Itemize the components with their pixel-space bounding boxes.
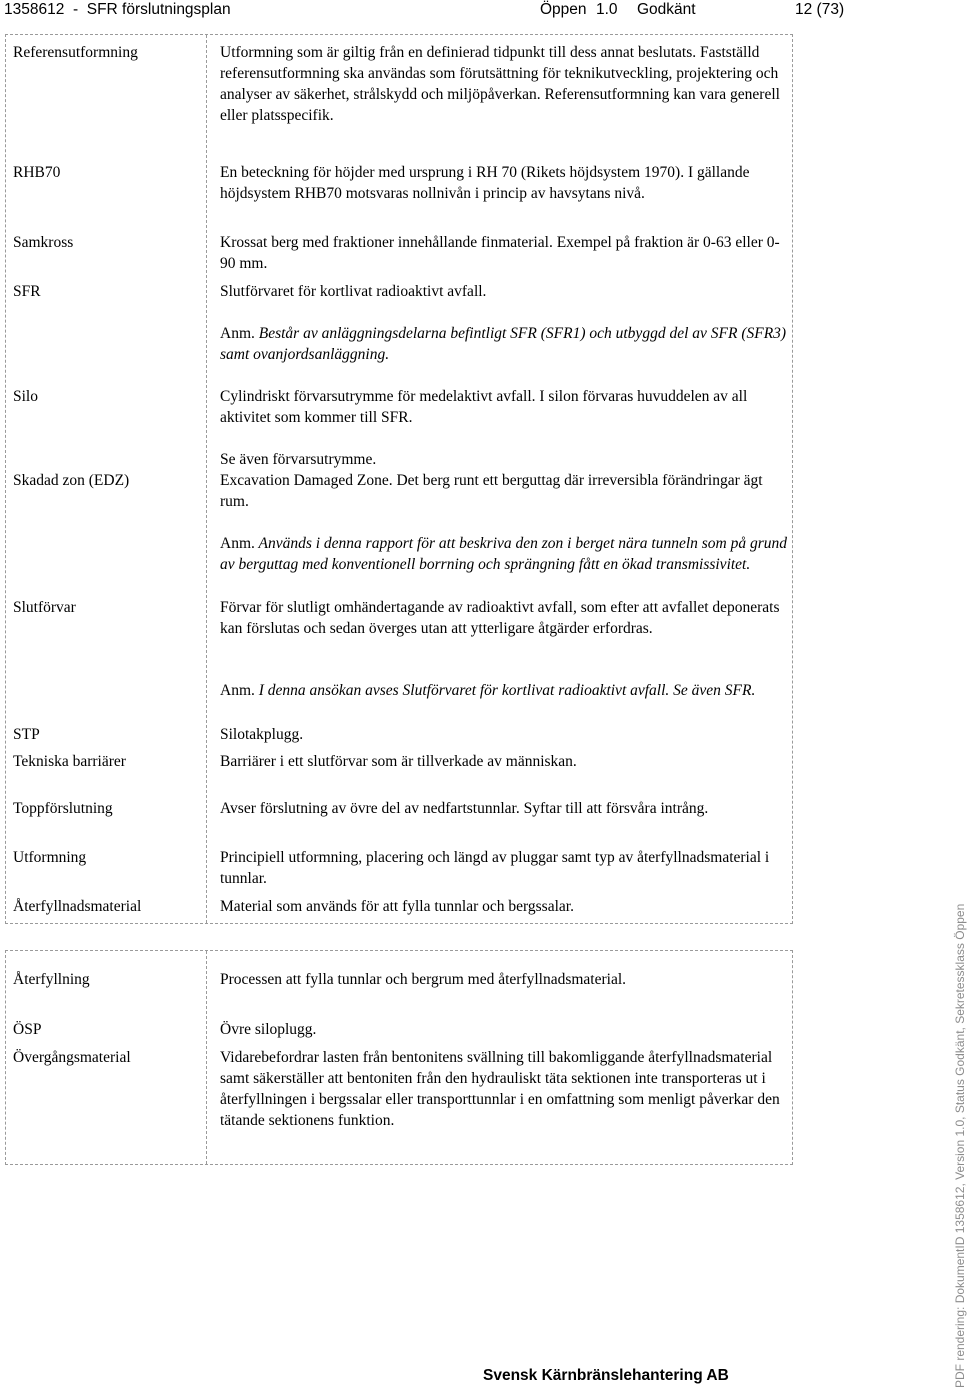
term-osp: ÖSP <box>13 1021 42 1038</box>
term-stp: STP <box>13 726 40 743</box>
note-label: Anm. <box>220 535 255 552</box>
document-id: 1358612 <box>4 1 65 18</box>
definition-see-also: Se även förvarsutrymme. <box>220 451 377 468</box>
definition-silo: Cylindriskt förvarsutrymme för medelaktivt avfall. I silon förvaras huvuddelen av all aktivitet som kommer till SFR. <box>220 388 748 426</box>
definition-utformning: Principiell utformning, placering och längd av pluggar samt typ av återfyllnadsmaterial i tunnlar. <box>220 849 770 887</box>
column-divider <box>206 35 207 923</box>
term-silo: Silo <box>13 388 38 405</box>
company-footer: Svensk Kärnbränslehantering AB <box>483 1367 729 1384</box>
definition-sfr: Slutförvaret för kortlivat radioaktivt avfall. <box>220 283 487 300</box>
document-version: 1.0 <box>596 1 618 18</box>
page-header <box>0 0 960 22</box>
term-rhb70: RHB70 <box>13 164 61 181</box>
term-utformning: Utformning <box>13 849 87 866</box>
note-text: Används i denna rapport för att beskriva den zon i berget nära tunneln som på grund av berguttag med konventionell borrning och sprängning fått en ökad transmissivitet. <box>220 535 788 573</box>
term-tekniska-barriarer: Tekniska barriärer <box>13 753 126 770</box>
definition-overgangsmaterial: Vidarebefordrar lasten från bentonitens svällning till bakomliggande återfyllnadsmaterial samt säkerställer att bentoniten från den hydrauliskt täta sektionen inte transporteras ut i återfyllningen i bergssalar eller transporttunnlar i en omfattning som menligt påverkar den tätande sektionens funktion. <box>220 1049 780 1129</box>
term-overgangsmaterial: Övergångsmaterial <box>13 1049 131 1066</box>
definition-osp: Övre siloplugg. <box>220 1021 317 1038</box>
term-skadad-zon: Skadad zon (EDZ) <box>13 472 130 489</box>
term-sfr: SFR <box>13 283 41 300</box>
document-title: SFR förslutningsplan <box>86 1 231 18</box>
definition-aterfyllnadsmaterial: Material som används för att fylla tunnlar och bergssalar. <box>220 898 574 915</box>
term-aterfyllning: Återfyllning <box>13 971 90 988</box>
note-label: Anm. <box>220 325 255 342</box>
pdf-rendering-info: PDF rendering: DokumentID 1358612, Version 1.0, Status Godkänt, Sekretessklass Öppen <box>953 903 967 1388</box>
note-text: Består av anläggningsdelarna befintligt SFR (SFR1) och utbyggd del av SFR (SFR3) samt ovanjordsanläggning. <box>220 325 787 363</box>
note-slutforvar <box>220 680 790 701</box>
note-text: I denna ansökan avses Slutförvaret för kortlivat radioaktivt avfall. Se även SFR. <box>258 682 756 699</box>
definition-tekniska-barriarer: Barriärer i ett slutförvar som är tillverkade av människan. <box>220 753 577 770</box>
document-approval: Godkänt <box>637 1 696 18</box>
definition-skadad-zon: Excavation Damaged Zone. Det berg runt ett berguttag där irreversibla förändringar ägt rum. <box>220 472 763 510</box>
note-sfr <box>220 323 790 365</box>
definition-stp: Silotakplugg. <box>220 726 304 743</box>
term-slutforvar: Slutförvar <box>13 599 76 616</box>
term-aterfyllnadsmaterial: Återfyllnadsmaterial <box>13 898 142 915</box>
definitions-table <box>5 34 793 924</box>
definition-rhb70: En beteckning för höjder med ursprung i RH 70 (Rikets höjdsystem 1970). I gällande höjdsystem RHB70 motsvaras nollnivån i princip av havsytans nivå. <box>220 164 750 202</box>
definitions-table-continued <box>5 950 793 1165</box>
definition-slutforvar: Förvar för slutligt omhändertagande av radioaktivt avfall, som efter att avfallet deponerats kan förslutas och sedan överges utan att ytterligare åtgärder erfordras. <box>220 599 780 637</box>
definition-aterfyllning: Processen att fylla tunnlar och bergrum med återfyllnadsmaterial. <box>220 971 627 988</box>
note-label: Anm. <box>220 682 255 699</box>
term-referensutformning: Referensutformning <box>13 44 138 61</box>
term-samkross: Samkross <box>13 234 74 251</box>
definition-samkross: Krossat berg med fraktioner innehållande finmaterial. Exempel på fraktion är 0-63 eller 0-90 mm. <box>220 234 780 272</box>
document-status: Öppen <box>540 1 587 18</box>
definition-toppforslutning: Avser förslutning av övre del av nedfartstunnlar. Syftar till att försvåra intrång. <box>220 800 709 817</box>
column-divider <box>206 951 207 1164</box>
term-toppforslutning: Toppförslutning <box>13 800 113 817</box>
note-skadad-zon <box>220 533 790 575</box>
definition-referensutformning: Utformning som är giltig från en definierad tidpunkt till dess annat beslutats. Fastställd referensutformning ska användas som förutsättning för teknikutveckling, projektering och analyser av säkerhet, strålskydd och miljöpåverkan. Referensutformning kan vara generell eller platsspecifik. <box>220 44 780 124</box>
document-id-title: 1358612 - SFR förslutningsplan <box>4 1 231 18</box>
page-number: 12 (73) <box>795 1 845 18</box>
